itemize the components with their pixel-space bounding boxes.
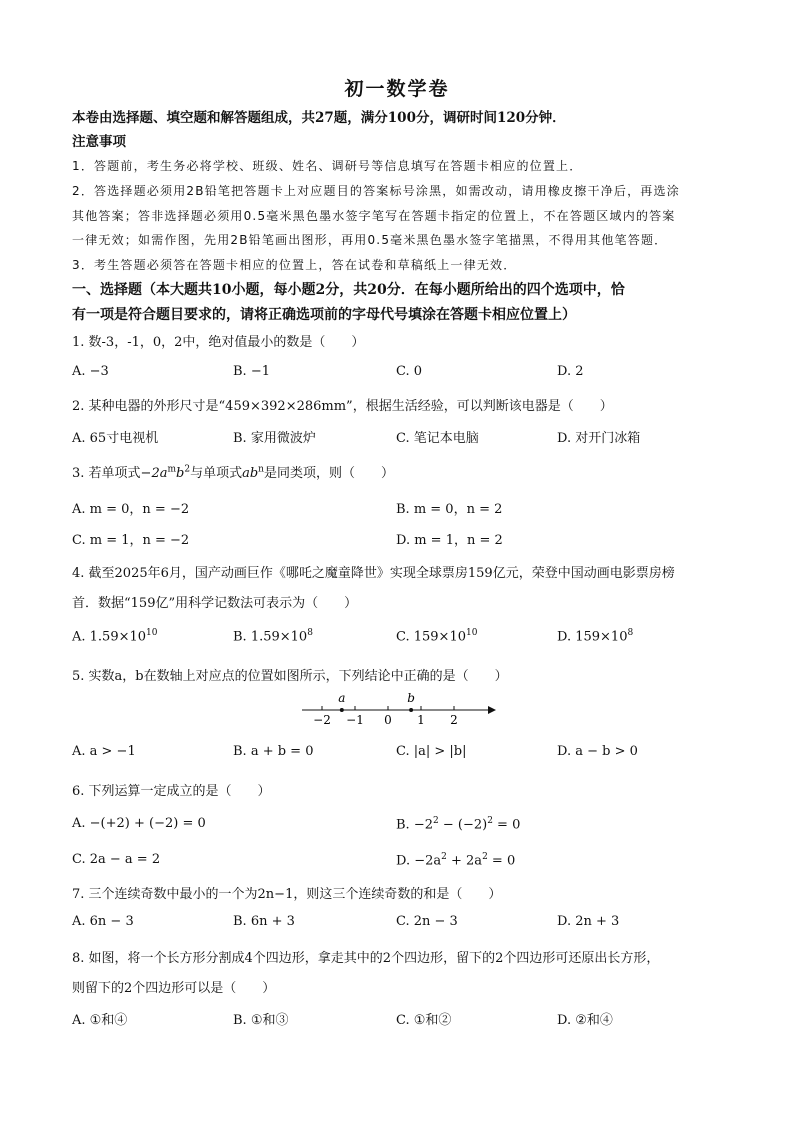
option-a: A. 65寸电视机 [72,431,159,446]
option-d: D. $159\times 10^8$ [557,628,634,645]
axis-tick-label: −2 [313,713,331,727]
option-d: D. 对开门冰箱 [557,431,641,446]
option-c: C. 笔记本电脑 [396,431,479,446]
note-line: 1．答题前，考生务必将学校、班级、姓名、调研号等信息填写在答题卡相应的位置上． [72,159,583,173]
point-a-dot [340,708,344,712]
point-a-label: a [338,691,346,705]
note-line: 一律无效；如需作图，先用2B铅笔画出图形，再用0.5毫米黑色墨水签字笔描黑，不得用其他笔答题． [72,233,668,247]
option-a: A. −(+2) + (−2) = 0 [72,816,206,831]
option-a: A. 6n − 3 [72,914,134,929]
option-c: C. 2n − 3 [396,914,458,929]
option-a: A. −3 [72,364,109,379]
question-4-stem: 首．数据“159亿”用科学记数法可表示为（ ） [72,596,358,611]
section-heading: 一、选择题（本大题共10小题，每小题2分，共20分．在每小题所给出的四个选项中，恰 [72,282,625,298]
option-d: D. a − b > 0 [557,744,638,759]
option-c: C. m = 1，n = −2 [72,533,190,548]
axis-tick-label: 1 [417,713,425,727]
page-title: 初一数学卷 [344,78,450,100]
note-line: 其他答案；答非选择题必须用0.5毫米黑色墨水签字笔写在答题卡指定的位置上，不在答题区域内的答案 [72,209,676,223]
option-a: A. ①和④ [72,1013,128,1028]
option-d: D. 2n + 3 [557,914,620,929]
point-b-dot [409,708,413,712]
option-b: B. ①和③ [233,1013,289,1028]
note-line: 3．考生答题必须答在答题卡相应的位置上，答在试卷和草稿纸上一律无效． [72,258,517,272]
axis-tick-label: −1 [346,713,364,727]
question-8-stem: 则留下的2个四边形可以是（ ） [72,981,276,996]
option-d: D. ②和④ [557,1013,613,1028]
axis-tick-label: 2 [450,713,458,727]
question-3-stem: 3. 若单项式$-2a^mb^2$与单项式$ab^n$是同类项，则（ ） [72,464,394,481]
option-b: B. $1.59\times 10^8$ [233,628,313,645]
option-b: B. $-2^2 - (-2)^2 = 0$ [396,816,521,833]
option-d: D. 2 [557,364,584,379]
question-8-stem: 8. 如图，将一个长方形分割成4个四边形，拿走其中的2个四边形，留下的2个四边形可还原出长方形， [72,951,660,966]
note-line: 2．答选择题必须用2B铅笔把答题卡上对应题目的答案标号涂黑，如需改动，请用橡皮擦干净后，再选涂 [72,184,680,198]
option-b: B. 家用微波炉 [233,431,316,446]
option-a: A. m = 0，n = −2 [72,502,190,517]
option-a: A. a > −1 [72,744,136,759]
exam-intro: 本卷由选择题、填空题和解答题组成，共27题，满分100分，调研时间120分钟． [72,110,566,126]
option-c: C. |a| > |b| [396,744,467,759]
option-d: D. m = 1，n = 2 [396,533,503,548]
option-d: D. $-2a^2 + 2a^2 = 0$ [396,852,516,869]
axis-tick-label: 0 [384,713,392,727]
option-c: C. $159\times 10^{10}$ [396,628,478,645]
section-heading: 有一项是符合题目要求的，请将正确选项前的字母代号填涂在答题卡相应位置上） [72,307,576,323]
option-b: B. a + b = 0 [233,744,314,759]
option-b: B. −1 [233,364,270,379]
question-1-stem: 1. 数-3，-1，0，2中，绝对值最小的数是（ ） [72,335,365,350]
option-c: C. ①和② [396,1013,452,1028]
option-b: B. 6n + 3 [233,914,295,929]
option-a: A. $1.59\times 10^{10}$ [72,628,158,645]
question-2-stem: 2. 某种电器的外形尺寸是“459×392×286mm”，根据生活经验，可以判断该电器是（ ） [72,399,613,414]
option-b: B. m = 0，n = 2 [396,502,503,517]
question-4-stem: 4. 截至2025年6月，国产动画巨作《哪吒之魔童降世》实现全球票房159亿元，荣登中国动画电影票房榜 [72,566,675,581]
point-b-label: b [407,691,415,705]
question-6-stem: 6. 下列运算一定成立的是（ ） [72,784,271,799]
number-line-figure [298,690,498,730]
question-7-stem: 7. 三个连续奇数中最小的一个为2n−1，则这三个连续奇数的和是（ ） [72,887,502,902]
notes-heading: 注意事项 [72,134,126,150]
question-5-stem: 5. 实数a，b在数轴上对应点的位置如图所示，下列结论中正确的是（ ） [72,669,508,684]
option-c: C. 2a − a = 2 [72,852,161,867]
option-c: C. 0 [396,364,423,379]
